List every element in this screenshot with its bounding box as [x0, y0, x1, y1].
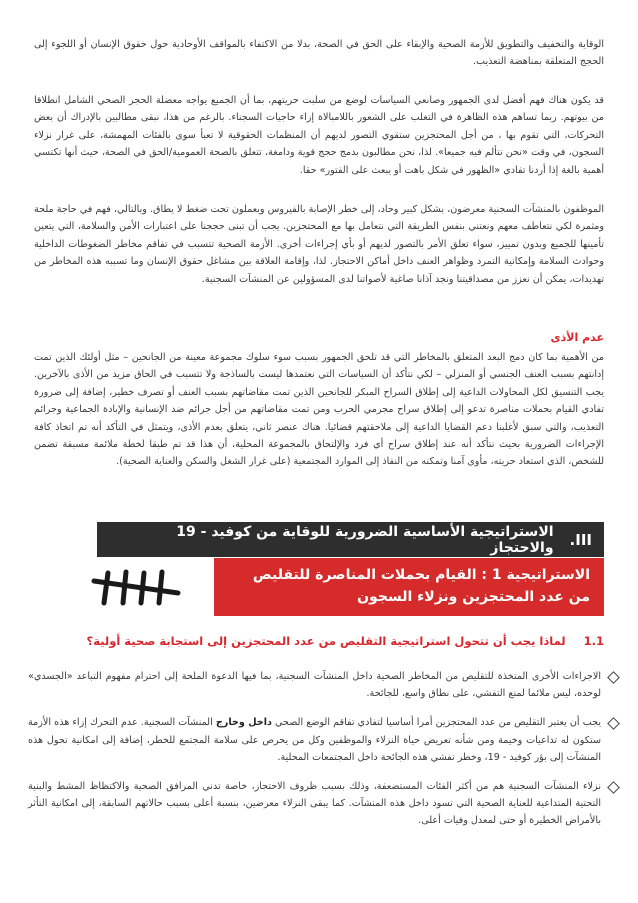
do-no-harm-heading: عدم الأذى [550, 331, 604, 344]
intro-paragraph-1: الوقاية والتخفيف والتطويق للأزمة الصحية والإبقاء على الحق في الصحة، بدلا من الاكتفاء بالمواقف الأوحادية حول حقوق الإنسان أو اللجوء إلى الحجج المتعلقة بمناهضة التعذيب. [34, 39, 604, 68]
bullet-text-part: المنشآت السجنية. عدم التحرك إزاء هذه الأزمة ستكون له تداعيات وخيمة ومن شأنه تعريض حياة النزلاء والموظفين وكل من يحرص على سلامة المجتمع للخطر، إضافة إلى امكانية تحول هذه المنشآت إلى بؤر كوفيد - 19، وخطر تفشي هذه الجائحة داخل المجتمعات المحلية. [28, 717, 601, 763]
bullet-text [28, 668, 601, 702]
list-item [28, 714, 618, 766]
bullet-text-part: الاجراءات الأخرى المتخذة للتقليص من المخاطر الصحية داخل المنشآت السجنية، بما فيها الدعوة الملحة إلى احترام مفهوم التباعد «الجسدي» لوحده، ليس ملائما لمنع التفشي، على نطاق واسع، للجائحة. [28, 671, 601, 700]
section-banner [97, 522, 604, 557]
strategy-banner [214, 558, 604, 616]
bullet-text-part: نزلاء المنشآت السجنية هم من أكثر الفئات المستضعفة، وذلك بسبب ظروف الاحتجاز، خاصة تدني المرافق الصحية والاكتظاظ المشط والبنية التحتية المتداعية للعناية الصحية التي تسود داخل هذه المنشآت. كما يبقى النزلاء معرضين، بنسبة أعلى بسبب حالاتهم السابقة، إلى امكانية التأثر بالأمراض الخطيرة أو حتى لمعدل وفيات أعلى. [28, 781, 601, 827]
diamond-bullet-icon [607, 718, 620, 731]
tally-marks-icon [86, 567, 196, 607]
bullet-text-part: يجب أن يعتبر التقليص من عدد المحتجزين أمرا أساسيا لتفادي تفاقم الوضع الصحي [271, 717, 601, 729]
bullet-list [28, 668, 618, 842]
strategy-title: الاستراتيجية 1 : القيام بحملات المناصرة للتقليص من عدد المحتجزين ونزلاء السجون [252, 567, 590, 605]
question-heading [87, 634, 604, 648]
section-number: III. [569, 530, 592, 549]
staff-paragraph: الموظفون بالمنشآت السجنية معرضون، بشكل كبير وحاد، إلى خطر الإصابة بالفيروس ويعملون تحت ضغط لا يطاق. وبالتالي، فهم في حاجة ملحة ومثمرة لكي نتعاطف معهم ونعتني بنفس الطريقة التي نتعامل بها مع المحتجزين. يجب أن تبنى حججنا على اعتبارات الأمن والسلامة، التي يتعين تأمينها للجميع وبدون تمييز، سواء تعلق الأمر بالتصور لديهم أو بأي إجراءات أخرى. الأزمة الصحية تتسبب في تفاقم مخاطر الضغوطات الداخلية وحوادث السلامة وإمكانية التمرد وظواهر العنف داخل أماكن الاحتجاز. لذا، وإقامة العلاقة بين مشاغل حقوق الإنسان وما تسببه هذه المخاطر من تهديدات، يمكن أن نعزز من مصداقيتنا ونجد آذانا صاغية لأصواتنا لدى المسؤولين عن المنشآت السجنية. [34, 204, 604, 285]
diamond-bullet-icon [607, 671, 620, 684]
diamond-bullet-icon [607, 781, 620, 794]
do-no-harm-paragraph: من الأهمية بما كان دمج البعد المتعلق بالمخاطر التي قد تلحق الجمهور بسبب سوء سلوك مجموعة معينة من الجانحين – مثل أولئك الذين تمت إدانتهم بسبب العنف الجنسي أو المنزلي – لكي نتأكد أن السياسات التي نعتمدها ليست بالساذجة ولا تتسبب في الحاق مزيد من الأذى بالآخرين. يجب التنسيق لكل المحاولات الداعية إلى إطلاق السراح المبكر للجانحين الذين تمت مقاضاتهم بسبب العنف أو تصرف خطير، إضافة إلى ضرورة تفادي القيام بحملات مناصرة تدعو إلى إطلاق سراح مجرمي الحرب ومن تمت مقاضاتهم من أجل جرائم ضد الإنسانية والإبادة الجماعية وجرائم التعذيب، والتي سبق لأغلبنا دعم القضايا الداعية إلى ملاحقتهم قضائيا. هناك عنصر ثاني، يتعلق بعدم الأذى، ويتمثل في التأكد أنه تم اتخاذ كافة الإجراءات الضرورية بحيث نتأكد أنه عند إطلاق سراح أي فرد والإلتحاق بالمجموعة المحلية، أن هذا قد تم طبقا لخطة ملائمة مسبقة تضمن للشخص، الذي استعاد حريته، مأوى آمنا وتمكنه من النفاذ إلى الموارد المجتمعية (على غرار الشغل والسكن والعناية الصحية). [34, 352, 604, 468]
bullet-bold-part: داخل وخارج [215, 717, 272, 729]
list-item [28, 668, 618, 702]
intro-paragraph-2: قد يكون هناك فهم أفضل لدى الجمهور وصانعي السياسات لوضع من سلبت حريتهم، بما أن الجميع يواجه معضلة الحجر الصحي الشامل انطلاقا من بيوتهم. ربما تساهم هذه الظاهرة في التغلب على الشعور باللامبالاة إزاء حاجيات السجناء. بالرغم من هذا، نبقى مطالبين بالإدراك أن بعض التحركات، التي تقوم بها ، من أجل المحتجزين ستقوي التصور لديهم أن المنظمات الحقوقية لا تعبأ سوى بالفئات المهمشة، على غرار نزلاء السجون، في وقت «نحن نتألم فيه جميعا». لذا، نحن مطالبون بدمج حجج قوية ودامغة، تتعلق بالصحة العمومية/الحق في الصحة، حيث أنها تكتسي أهمية بالغة إذا أردنا تفادي «الظهور في شكل باهت أو يبعث على الفتور» حقا. [34, 95, 604, 176]
bullet-text [28, 778, 601, 830]
section-title: الاستراتيجية الأساسية الضرورية للوقاية من كوفيد - 19 والاحتجاز [176, 523, 554, 556]
question-number: 1.1 [583, 634, 604, 648]
bullet-text [28, 714, 601, 766]
question-text: لماذا يجب أن تتحول استراتيجية التقليص من عدد المحتجزين إلى استجابة صحية أولية؟ [86, 634, 566, 648]
list-item [28, 778, 618, 830]
